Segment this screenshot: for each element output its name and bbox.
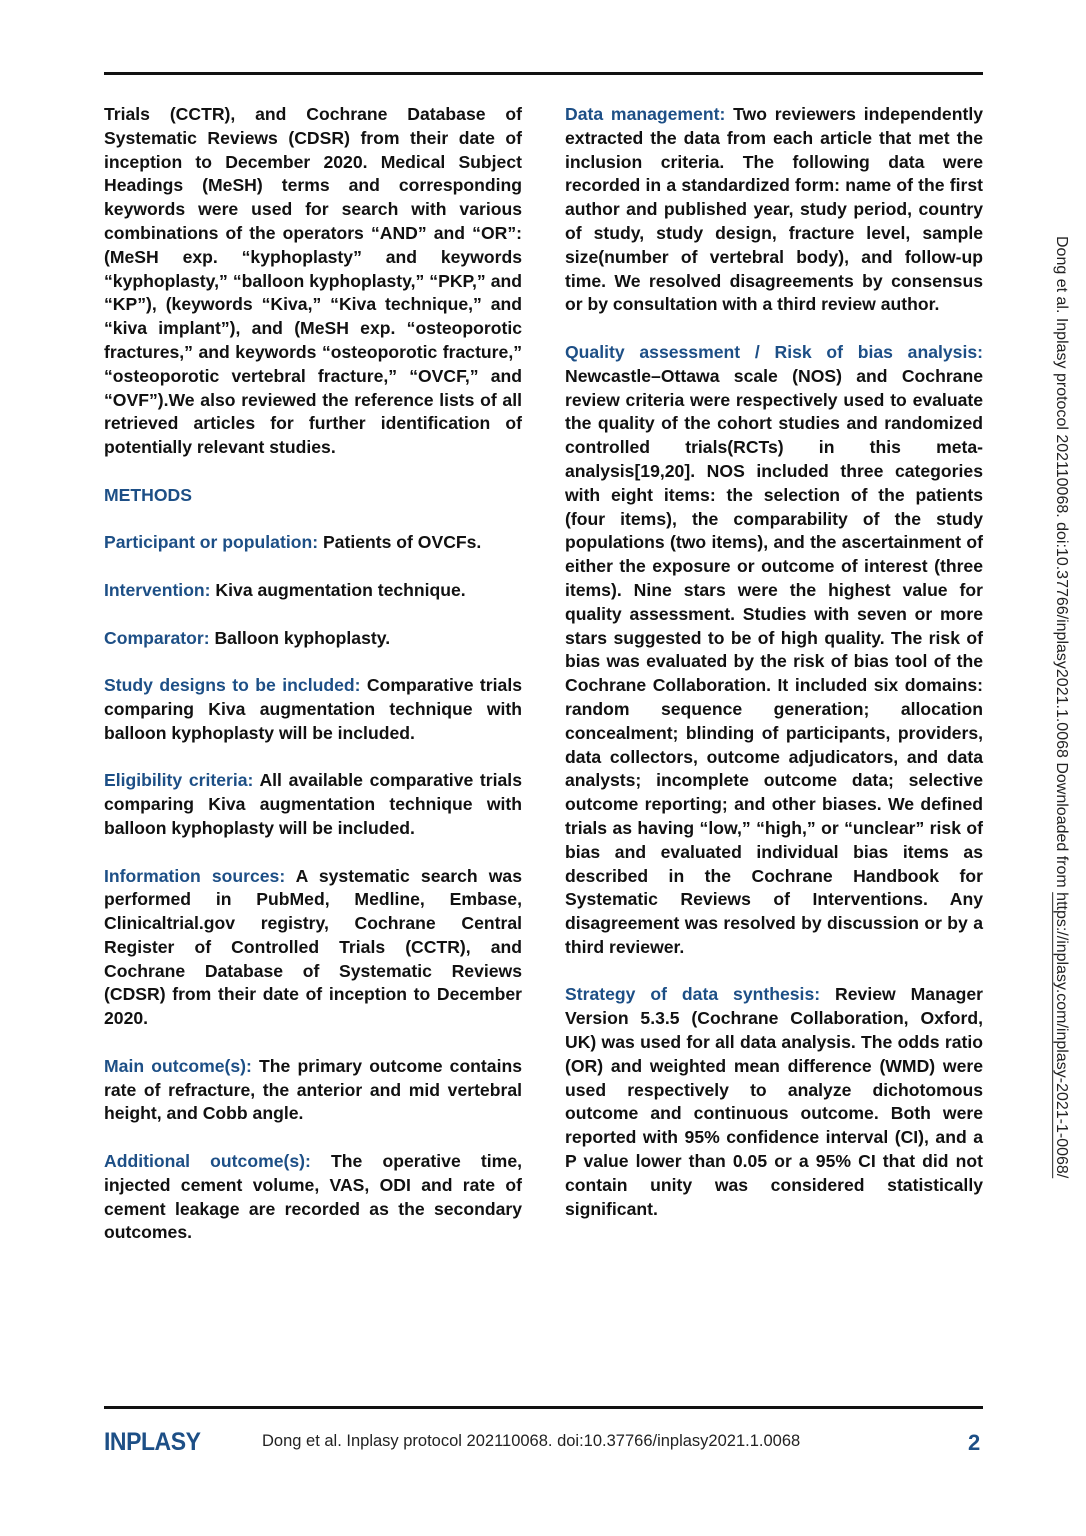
section-eligibility xyxy=(104,769,522,840)
section-quality-assessment xyxy=(565,341,983,960)
section-label: Study designs to be included: xyxy=(104,675,361,696)
section-label: Intervention: xyxy=(104,579,211,600)
section-text: The operative time, injected cement volume, VAS, ODI and rate of cement leakage are recorded as the secondary outcomes. xyxy=(104,1151,522,1243)
section-additional-outcomes xyxy=(104,1150,522,1245)
section-study-designs xyxy=(104,674,522,745)
sidebar-citation xyxy=(1052,236,1070,1178)
section-label: Eligibility criteria: xyxy=(104,770,254,791)
section-text: Comparative trials comparing Kiva augmentation technique with balloon kyphoplasty will be included. xyxy=(104,675,522,743)
left-column xyxy=(104,103,522,1269)
section-label: Main outcome(s): xyxy=(104,1055,252,1076)
section-text: All available comparative trials comparing Kiva augmentation technique with balloon kyphoplasty will be included. xyxy=(104,770,522,838)
section-text: Review Manager Version 5.3.5 (Cochrane Collaboration, Oxford, UK) was used for all data analysis. The odds ratio (OR) and weighted mean difference (WMD) were used respectively to analyze dichotomous outcome and continuous outcome. Both were reported with 95% confidence interval (CI), and a P value lower than 0.05 or a 95% CI that did not contain unity was considered statistically significant. xyxy=(565,984,983,1219)
right-column xyxy=(565,103,983,1245)
section-label: Participant or population: xyxy=(104,532,319,553)
header-rule xyxy=(104,72,983,75)
journal-logo: INPLASY xyxy=(104,1428,201,1456)
section-text: Balloon kyphoplasty. xyxy=(209,627,391,648)
footer-rule xyxy=(104,1406,983,1409)
download-source-link[interactable]: https://inplasy.com/inplasy-2021-1-0068/ xyxy=(1053,892,1070,1179)
section-text: Newcastle–Ottawa scale (NOS) and Cochrane review criteria were respectively used to evaluate the quality of the cohort studies and randomized controlled trials(RCTs) in this meta-analysis[19,20]. NOS included three categories with eight items: the selection of the patients (four items), the comparability of the study populations (two items), and the ascertainment of either the exposure or outcome of interest (three items). Nine stars were the highest value for quality assessment. Studies with seven or more stars suggested to be of high quality. The risk of bias was evaluated by the risk of bias tool of the Cochrane Collaboration. It included six domains: random sequence generation; allocation concealment; blinding of participants, providers, data collectors, outcome adjudicators, and data analysts; incomplete outcome data; selective outcome reporting; and other biases. We defined trials as having “low,” “high,” or “unclear” risk of bias and evaluated individual bias items as described in the Cochrane Handbook for Systematic Reviews of Interventions. Any disagreement was resolved by discussion or by a third reviewer. xyxy=(565,365,983,957)
sidebar-citation-text: Dong et al. Inplasy protocol 202110068. doi:10.37766/inplasy2021.1.0068 Downloaded from xyxy=(1053,236,1070,893)
search-strategy-paragraph: Trials (CCTR), and Cochrane Database of Systematic Reviews (CDSR) from their date of inception to December 2020. Medical Subject Headings (MeSH) terms and corresponding keywords were used for search with various combinations of the operators “AND” and “OR”: (MeSH exp. “kyphoplasty” and keywords “kyphoplasty,” “balloon kyphoplasty,” “PKP,” and “KP”), (keywords “Kiva,” “Kiva technique,” and “kiva implant”), and (MeSH exp. “osteoporotic fractures,” and keywords “osteoporotic fracture,” “osteoporotic vertebral fracture,” “OVCF,” and “OVF”).We also reviewed the reference lists of all retrieved articles for further identification of potentially relevant studies. xyxy=(104,104,522,458)
section-label: Data management: xyxy=(565,104,726,124)
page-number: 2 xyxy=(968,1430,981,1455)
methods-heading: METHODS xyxy=(104,484,192,505)
footer-citation: Dong et al. Inplasy protocol 202110068. doi:10.37766/inplasy2021.1.0068 xyxy=(262,1432,801,1450)
section-text: Two reviewers independently extracted the data from each article that met the inclusion criteria. The following data were recorded in a standardized form: name of the first author and published year, study period, country of study, study design, fracture level, sample size(number of vertebral body), and follow-up time. We resolved disagreements by consensus or by consultation with a third review author. xyxy=(565,104,983,315)
section-text: The primary outcome contains rate of refracture, the anterior and mid vertebral height, and Cobb angle. xyxy=(104,1055,522,1124)
section-label: Comparator: xyxy=(104,627,210,648)
section-information-sources xyxy=(104,865,522,1032)
section-label: Additional outcome(s): xyxy=(104,1151,311,1172)
section-label: Information sources: xyxy=(104,865,286,886)
section-text: A systematic search was performed in PubMed, Medline, Embase, Clinicaltrial.gov registry, Cochrane Central Register of Controlled Trials (CCTR), and Cochrane Database of Systematic Reviews (CDSR) from their date of inception to December 2020. xyxy=(104,865,523,1029)
section-comparator xyxy=(104,627,522,651)
section-main-outcomes xyxy=(104,1055,522,1126)
section-data-synthesis xyxy=(565,983,983,1221)
section-intervention xyxy=(104,579,522,603)
section-participant xyxy=(104,531,522,555)
section-label: Strategy of data synthesis: xyxy=(565,984,821,1005)
section-text: Kiva augmentation technique. xyxy=(210,579,466,600)
section-label: Quality assessment / Risk of bias analysis: xyxy=(565,341,983,362)
section-text: Patients of OVCFs. xyxy=(318,532,482,553)
section-data-management xyxy=(565,103,983,317)
